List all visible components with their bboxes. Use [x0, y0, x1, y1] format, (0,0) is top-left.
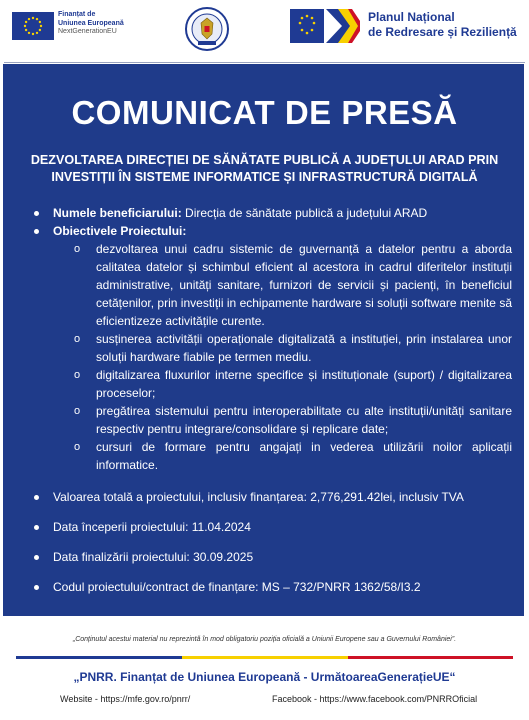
bullet-icon	[34, 555, 39, 560]
header-divider	[4, 62, 525, 63]
pnrr-flag-logo-icon	[290, 9, 360, 43]
page-subtitle: DEZVOLTAREA DIRECȚIEI DE SĂNĂTATE PUBLICĂ A JUDEȚULUI ARAD PRIN INVESTIȚII ÎN SISTEME INFORMATICE ȘI INFRASTRUCTURĂ DIGITALĂ	[30, 153, 499, 184]
objective-item: o digitalizarea fluxurilor interne specifice și instituționale (suport) / digitalizarea proceselor;	[74, 368, 512, 400]
government-seal-icon	[184, 6, 230, 52]
circle-bullet-icon: o	[74, 243, 81, 255]
facebook-link[interactable]: Facebook - https://www.facebook.com/PNRROficial	[272, 694, 478, 704]
beneficiary-item: Numele beneficiarului: Direcția de sănătate publică a județului ARAD	[32, 204, 512, 222]
bullet-icon	[34, 525, 39, 530]
bullet-icon	[34, 495, 39, 500]
objective-item: o dezvoltarea unui cadru sistemic de guvernanță a datelor pentru a aborda calitatea datelor și schimbul eficient al acestora in cadrul diferitelor instituții administrative, unități sanitare, furnizori de servicii și pacienți, în beneficiul cetățenilor, prin investiții in echipamente hardware si soluții software menite să eficientizeze activitățile curente.	[74, 242, 512, 328]
objective-item: o susținerea activității operaționale digitalizată a instituției, prin instalarea unor soluții hardware fiabile pe termen mediu.	[74, 332, 512, 364]
pnrr-title: Planul Național de Redresare și Reziliență	[368, 10, 517, 39]
eu-flag-icon	[12, 12, 54, 40]
bullet-icon	[34, 585, 39, 590]
objective-item: o pregătirea sistemului pentru interoperabilitate cu alte instituții/unități sanitare respectiv pentru integrare/consolidare și replicare date;	[74, 404, 512, 436]
objectives-heading: Obiectivele Proiectului:	[32, 222, 512, 240]
objective-item: o cursuri de formare pentru angajați in vederea utilizării noilor aplicații informatice.	[74, 440, 512, 472]
eu-funding-label: Finanțat de Uniunea Europeană NextGenerationEU	[58, 11, 124, 35]
total-value-item: Valoarea totală a proiectului, inclusiv finanțarea: 2,776,291.42lei, inclusiv TVA	[32, 488, 512, 506]
circle-bullet-icon: o	[74, 441, 81, 453]
website-link[interactable]: Website - https://mfe.gov.ro/pnrr/	[60, 694, 191, 704]
header-logos	[0, 0, 529, 60]
tricolor-stripe	[16, 656, 513, 659]
circle-bullet-icon: o	[74, 405, 81, 417]
footer-slogan: „PNRR. Finanțat de Uniunea Europeană - UrmătoareaGenerațieUE“	[73, 670, 456, 684]
bullet-icon	[34, 229, 39, 234]
end-date-item: Data finalizării proiectului: 30.09.2025	[32, 548, 512, 566]
project-details	[32, 204, 512, 596]
circle-bullet-icon: o	[74, 333, 81, 345]
project-code-item: Codul proiectului/contract de finanțare: MS – 732/PNRR 1362/58/I3.2	[32, 578, 512, 596]
start-date-item: Data începerii proiectului: 11.04.2024	[32, 518, 512, 536]
eu-disclaimer: „Conținutul acestui material nu reprezintă în mod obligatoriu poziția oficială a Uniunii Europene sau a Guvernului României”.	[72, 636, 457, 643]
circle-bullet-icon: o	[74, 369, 81, 381]
bullet-icon	[34, 211, 39, 216]
page-title: COMUNICAT DE PRESĂ	[71, 94, 458, 131]
